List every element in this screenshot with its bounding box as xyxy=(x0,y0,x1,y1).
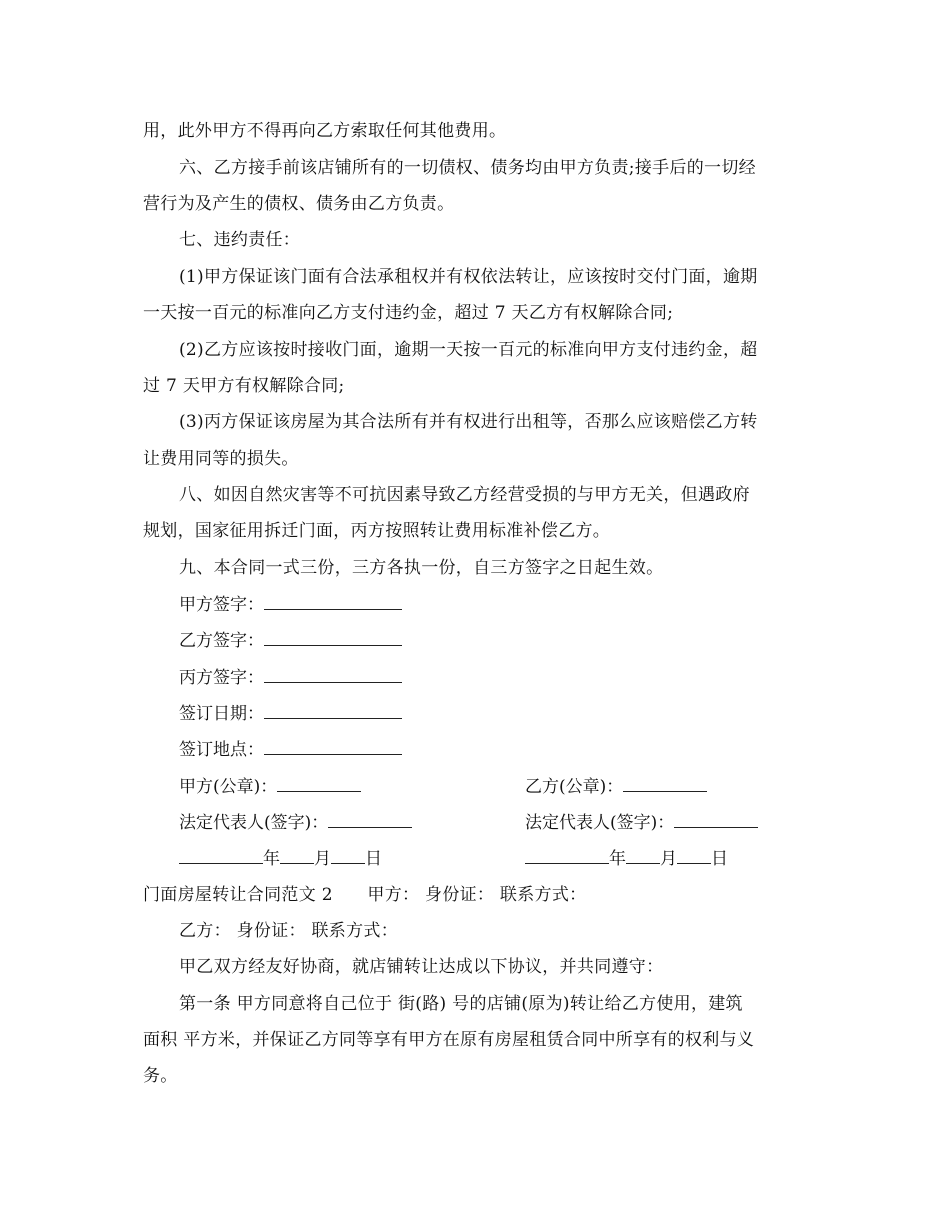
rep-label: 法定代表人(签字)： xyxy=(525,813,675,833)
date-right xyxy=(525,847,728,870)
month-blank xyxy=(280,847,314,864)
month-label: 月 xyxy=(660,849,677,869)
rep-blank xyxy=(328,811,412,828)
year-label: 年 xyxy=(609,849,626,869)
signature-place xyxy=(179,738,402,761)
signature-label: 乙方签字： xyxy=(179,631,264,651)
second-contract-article1: 面积 平方米，并保证乙方同等享有甲方在原有房屋租赁合同中所享有的权利与义 xyxy=(143,1030,755,1050)
signature-blank xyxy=(264,702,402,719)
second-contract-intro: 甲乙双方经友好协商，就店铺转让达成以下协议，并共同遵守： xyxy=(179,957,664,977)
rep-blank xyxy=(674,811,758,828)
month-blank xyxy=(626,847,660,864)
signature-label: 签订日期： xyxy=(179,704,264,724)
paragraph-line: 过 7 天甲方有权解除合同; xyxy=(143,376,345,396)
second-contract-title: 门面房屋转让合同范文 2 甲方： 身份证： 联系方式： xyxy=(143,885,587,905)
seal-right xyxy=(525,775,707,798)
second-contract-article1: 第一条 甲方同意将自己位于 街(路) 号的店铺(原为)转让给乙方使用，建筑 xyxy=(179,994,743,1014)
second-contract-party-b: 乙方： 身份证： 联系方式： xyxy=(179,921,399,941)
paragraph-line: 八、如因自然灾害等不可抗因素导致乙方经营受损的与甲方无关，但遇政府 xyxy=(179,485,750,505)
paragraph-line: 九、本合同一式三份，三方各执一份，自三方签字之日起生效。 xyxy=(179,558,664,578)
paragraph-line: (2)乙方应该按时接收门面，逾期一天按一百元的标准向甲方支付违约金，超 xyxy=(179,340,758,360)
seal-blank xyxy=(623,775,707,792)
paragraph-line: (3)丙方保证该房屋为其合法所有并有权进行出租等，否那么应该赔偿乙方转 xyxy=(179,412,758,432)
signature-blank xyxy=(264,629,402,646)
paragraph-line: 用，此外甲方不得再向乙方索取任何其他费用。 xyxy=(143,121,507,141)
signature-label: 甲方签字： xyxy=(179,595,264,615)
rep-label: 法定代表人(签字)： xyxy=(179,813,329,833)
seal-left xyxy=(179,775,361,798)
day-blank xyxy=(331,847,365,864)
month-label: 月 xyxy=(314,849,331,869)
second-contract-article1: 务。 xyxy=(143,1066,178,1086)
signature-party-a xyxy=(179,593,402,616)
signature-date xyxy=(179,702,402,725)
signature-party-b xyxy=(179,629,402,652)
paragraph-line: 让费用同等的损失。 xyxy=(143,449,299,469)
signature-blank xyxy=(264,738,402,755)
year-blank xyxy=(525,847,609,864)
seal-blank xyxy=(277,775,361,792)
paragraph-line: 一天按一百元的标准向乙方支付违约金，超过 7 天乙方有权解除合同; xyxy=(143,303,674,323)
year-label: 年 xyxy=(263,849,280,869)
signature-label: 丙方签字： xyxy=(179,668,264,688)
seal-label: 乙方(公章)： xyxy=(525,777,624,797)
paragraph-line: 七、违约责任： xyxy=(179,230,301,250)
paragraph-line: 营行为及产生的债权、债务由乙方负责。 xyxy=(143,194,455,214)
signature-blank xyxy=(264,593,402,610)
paragraph-line: 六、乙方接手前该店铺所有的一切债权、债务均由甲方负责;接手后的一切经 xyxy=(179,158,756,178)
signature-party-c xyxy=(179,666,402,689)
paragraph-line: (1)甲方保证该门面有合法承租权并有权依法转让，应该按时交付门面，逾期 xyxy=(179,267,758,287)
date-left xyxy=(179,847,382,870)
day-blank xyxy=(677,847,711,864)
rep-right xyxy=(525,811,758,834)
signature-label: 签订地点： xyxy=(179,740,264,760)
rep-left xyxy=(179,811,412,834)
seal-label: 甲方(公章)： xyxy=(179,777,278,797)
signature-blank xyxy=(264,666,402,683)
paragraph-line: 规划，国家征用拆迁门面，丙方按照转让费用标准补偿乙方。 xyxy=(143,521,611,541)
day-label: 日 xyxy=(711,849,728,869)
year-blank xyxy=(179,847,263,864)
day-label: 日 xyxy=(365,849,382,869)
